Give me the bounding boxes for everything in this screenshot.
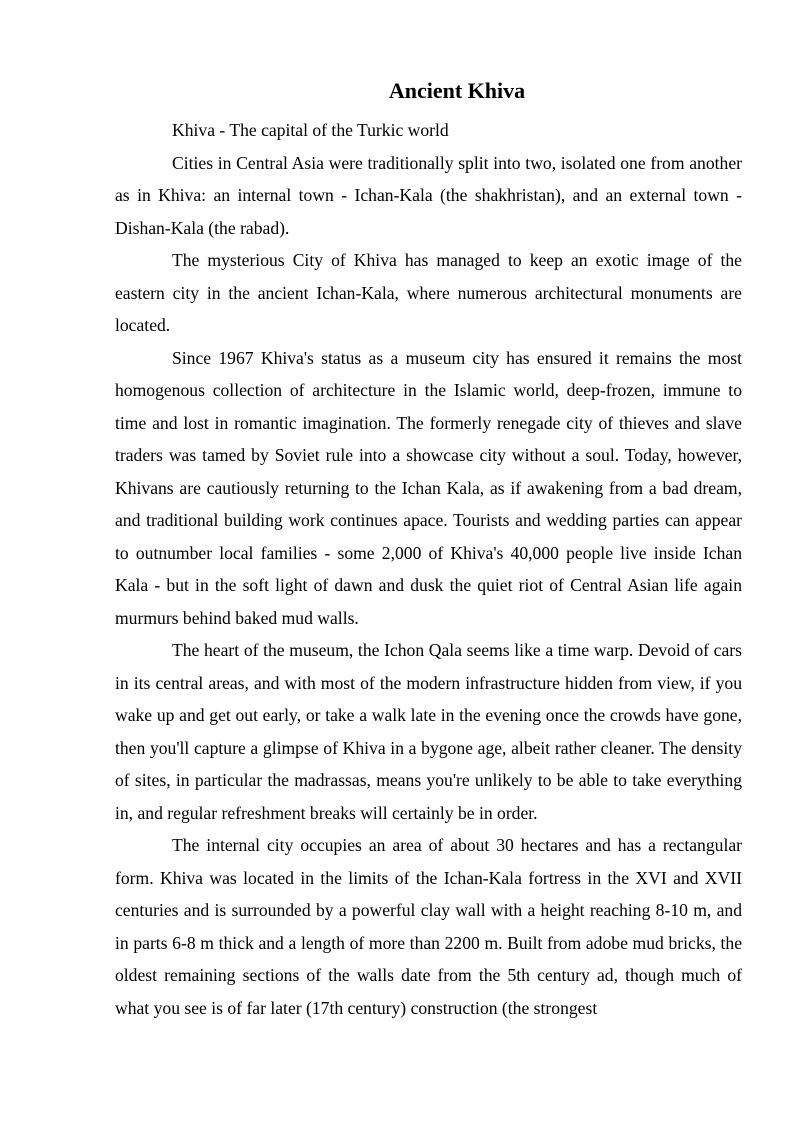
paragraph-cities: Cities in Central Asia were traditionally split into two, isolated one from another as in Khiva: an internal town - Ichan-Kala (the shakhristan), and an external town - Dishan-Kala (the rabad).: [115, 152, 742, 238]
document-title: Ancient Khiva: [388, 78, 526, 103]
paragraph-subtitle: Khiva - The capital of the Turkic world: [172, 120, 449, 140]
paragraph-internal-city: The internal city occupies an area of about 30 hectares and has a rectangular form. Khiva was located in the limits of the Ichan-Kala fortress in the XVI and XVII centuries and is surrounded by a powerful clay wall with a height reaching 8-10 m, and in parts 6-8 m thick and a length of more than 2200 m. Built from adobe mud bricks, the oldest remaining sections of the walls date from the 5th century ad, though much of what you see is of far later (17th century) construction (the strongest: [115, 835, 742, 1018]
paragraph-heart-of-museum: The heart of the museum, the Ichon Qala seems like a time warp. Devoid of cars in its central areas, and with most of the modern infrastructure hidden from view, if you wake up and get out early, or take a walk late in the evening once the crowds have gone, then you'll capture a glimpse of Khiva in a bygone age, albeit rather cleaner. The density of sites, in particular the madrassas, means you're unlikely to be able to take everything in, and regular refreshment breaks will certainly be in order.: [115, 640, 742, 823]
paragraph-museum-city: Since 1967 Khiva's status as a museum city has ensured it remains the most homogenous collection of architecture in the Islamic world, deep-frozen, immune to time and lost in romantic imagination. The formerly renegade city of thieves and slave traders was tamed by Soviet rule into a showcase city without a soul. Today, however, Khivans are cautiously returning to the Ichan Kala, as if awakening from a bad dream, and traditional building work continues apace. Tourists and wedding parties can appear to outnumber local families - some 2,000 of Khiva's 40,000 people live inside Ichan Kala - but in the soft light of dawn and dusk the quiet riot of Central Asian life again murmurs behind baked mud walls.: [115, 347, 742, 628]
paragraph-mysterious-city: The mysterious City of Khiva has managed to keep an exotic image of the eastern city in the ancient Ichan-Kala, where numerous architectural monuments are located.: [115, 250, 742, 335]
document-body: [115, 114, 742, 1024]
